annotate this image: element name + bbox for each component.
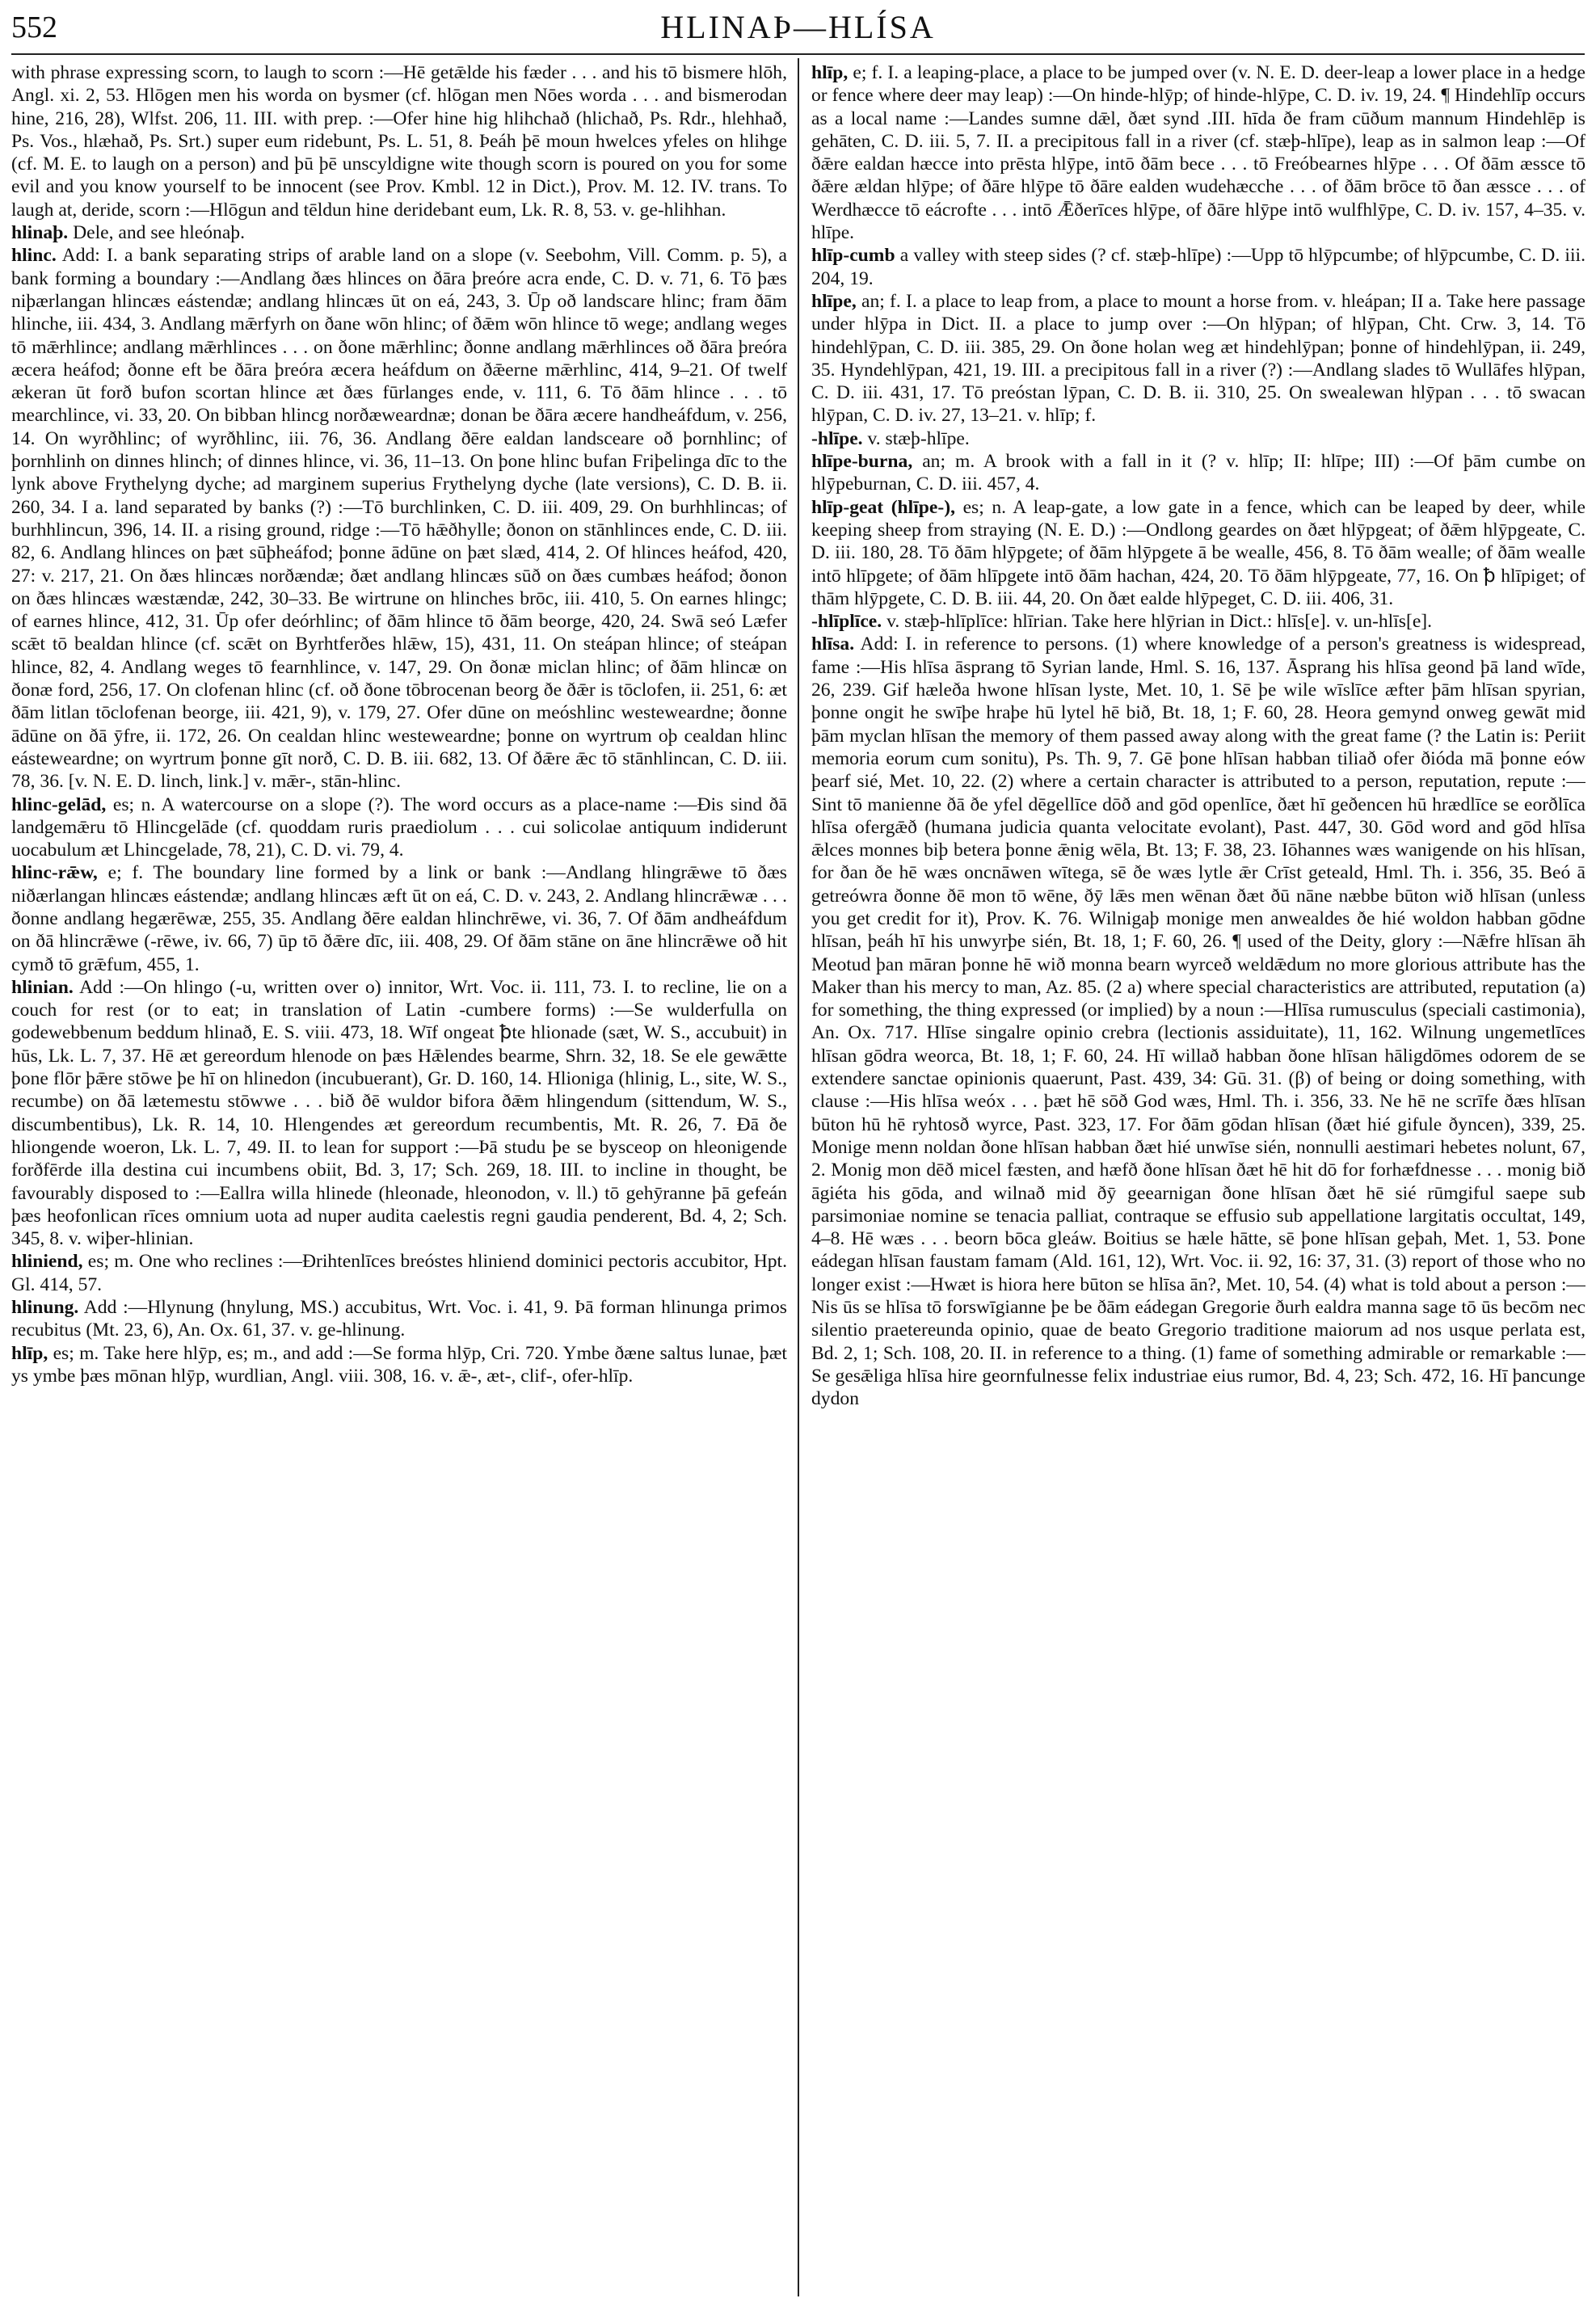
entry-headword: hlinc-gelād, — [11, 793, 107, 815]
entry-definition: v. stæþ-hlīpe. — [867, 427, 970, 449]
entry-definition: Add: I. in reference to persons. (1) where knowledge of a person's greatness is widespread, fame :—His hlīsa āsprang tō Syrian lande, Hml. S. 16, 137. Āsprang his hlīsa geond þā land wīde, 26, 239. Gif hæleða hwone hlīsan lyste, Met. 10, 1. Sē þe wile wīslīce æfter þām hlīsan spyrian, þonne ongit he swīþe hraþe hū lytel hē bið, Bt. 18, 1; F. 60, 28. Heora gemynd onweg gewāt mid þām myclan hlīsan the memory of them passed away along with the great fame (? the Latin is: Periit memoria eorum cum sonitu), Ps. Th. 9, 7. Gē þone hlīsan habban tiliað ofer ðióda mā þonne eów þearf sié, Met. 10, 22. (2) where a certain character is attributed to a person, reputation, repute :—Sint tō manienne ðā ðe yfel dēgellīce dōð and gōd openlīce, ðæt hī geðencen hū hrædlīce se eorðlīca hlīsa ofergǣð (humana judicia quanta velocitate evolant), Past. 447, 30. Gōd word and gōd hlīsa ǣlces monnes biþ betera þonne ǣnig wēla, Bt. 13; F. 38, 23. Iōhannes wæs wanigende on his hlīsan, for ðan ðe hē wæs oncnāwen wītega, sē ðe wæs lytle ǣr Crīst geteald, Hml. Th. i. 356, 35. Beó ā getreówra ðonne ðē mon tō wēne, ðȳ lǣs men wēnan ðæt ðū nāne næbbe būton wið hlīsan (unless you get credit for it), Prov. K. 76. Wilnigaþ monige men anwealdes ðe hié woldon habban gōdne hlīsan, þeáh hī his unwyrþe sién, Bt. 18, 1; F. 60, 26. ¶ used of the Deity, glory :—Nǣfre hlīsan āh Meotud þan māran þonne hē wið monna bearn wyrceð weldǣdum no more glorious attribute has the Maker than his mercy to man, Az. 85. (2 a) where special characteristics are attributed, reputation (a) for something, the thing expressed (or implied) by a noun :—Hlīsa rumusculus (speciali castimonia), An. Ox. 717. Hlīse singalre opinio crebra (lectionis assiduitate), 11, 162. Wilnung ungemetlīces hlīsan gōdra weorca, Bt. 18, 1; F. 60, 24. Hī willað habban ðone hlīsan hāligdōmes odorem de se extendere sanctae opinionis quaerunt, Past. 439, 34: Gū. 31. (β) of being or doing something, with clause :—His hlīsa weóx . . . þæt hē sōð God wæs, Hml. Th. i. 356, 33. Ne hē ne scrīfe ðæs hlīsan būton hū hē ryhtosð wyrce, Past. 323, 17. For ðām gōdan hlīsan (ðæt hié gifule ðyncen), 339, 25. Monige menn noldan ðone hlīsan habban ðæt hié unwīse sién, nonnulli aestimari hebetes nolunt, 67, 2. Monig mon dēð micel fæsten, and hæfð ðone hlīsan ðæt hē hit dō for forhæfdnesse . . . monig bið āgiéta his gōda, and wilnað mid ðȳ geearnigan ðone hlīsan ðæt hē sié rūmgiful saepe sub parsimoniae nomine se tenacia palliat, contraque se effusio sub appellatione largitatis occultat, 149, 4–8. Hē wæs . . . beorn bōca gleáw. Boitius se hæle hātte, sē þone hlīsan geþah, Met. 1, 53. Þone eádegan hlīsan faustam famam (Ald. 161, 12), Wrt. Voc. ii. 92, 16: 37, 31. (3) report of those who no longer exist :—Hwæt is hiora here būton se hlīsa ān?, Met. 10, 54. (4) what is told about a person :—Nis ūs se hlīsa tō forswīgianne þe be ðām eádegan Gregorie ðurh ealdra manna sage tō ūs becōm nec silentio praetereunda opinio, quae de beato Gregorio traditione maiorum ad nos usque perlata est, Bd. 2, 1; Sch. 108, 20. II. in reference to a thing. (1) fame of something admirable or remarkable :—Se gesǣliga hlīsa hire geornfulnesse felix industriae eius rumor, Bd. 4, 23; Sch. 472, 16. Hī þancunge dydon — [811, 634, 1585, 1410]
dictionary-entry — [11, 793, 787, 862]
dictionary-entry — [11, 1342, 787, 1388]
entry-headword: hlinung. — [11, 1297, 79, 1319]
entry-definition: a valley with steep sides (? cf. stæþ-hlīpe) :—Upp tō hlȳpcumbe; of hlȳpcumbe, C. D. iii. 204, 19. — [811, 245, 1585, 289]
entry-definition: v. stæþ-hlīplīce: hlīrian. Take here hlȳrian in Dict.: hlīs[e]. v. un-hlīs[e]. — [886, 611, 1433, 633]
dictionary-entry — [811, 496, 1585, 610]
page-header — [11, 3, 1585, 52]
left-column — [11, 61, 787, 2300]
entry-definition: Add :—Hlynung (hnylung, MS.) accubitus, Wrt. Voc. i. 41, 9. Þā forman hlinunga primos recubitus (Mt. 23, 6), An. Ox. 61, 37. v. ge-hlinung. — [11, 1297, 787, 1341]
dictionary-entry — [11, 861, 787, 975]
entry-definition: es; m. One who reclines :—Ðrihtenlīces breóstes hliniend dominici pectoris accubitor, Hpt. Gl. 414, 57. — [11, 1251, 787, 1295]
column-divider — [798, 58, 799, 2296]
entry-definition: Dele, and see hleónaþ. — [73, 222, 245, 244]
dictionary-entry — [811, 633, 1585, 1410]
entry-headword: hlinian. — [11, 976, 74, 998]
entry-headword: hlinc. — [11, 245, 57, 267]
entry-headword: -hlīplīce. — [811, 611, 882, 633]
entry-headword: hlīp-cumb — [811, 245, 895, 267]
dictionary-entry — [11, 1296, 787, 1342]
entry-headword: hliniend, — [11, 1251, 83, 1273]
right-column — [811, 61, 1585, 2300]
entry-definition: with phrase expressing scorn, to laugh to scorn :—Hē getǣlde his fæder . . . and his tō bismere hlōh, Angl. xi. 2, 53. Hlōgen men his worda on bysmer (cf. hlōgan men Nōes worda . . . and bismerodan hine, 216, 28), Wlfst. 206, 11. III. with prep. :—Ofer hine hig hlihchað (hlichað, Ps. Rdr., hlehhað, Ps. Vos., hlæhað, Ps. Srt.) super eum ridebunt, Ps. L. 51, 8. Þeáh þē moun hwelces yfeles on hlihge (cf. M. E. to laugh on a person) and þū þē unscyldigne wite though scorn is poured on you for some evil and you know yourself to be innocent (see Prov. Kmbl. 12 in Dict.), Prov. M. 12. IV. trans. To laugh at, deride, scorn :—Hlōgun and tēldun hine deridebant eum, Lk. R. 8, 53. v. ge-hlihhan. — [11, 62, 787, 221]
dictionary-entry — [11, 1250, 787, 1296]
entry-headword: hlīp-geat (hlīpe-), — [811, 496, 955, 518]
dictionary-entry — [811, 61, 1585, 244]
entry-definition: e; f. I. a leaping-place, a place to be jumped over (v. N. E. D. deer-leap a lower place in a hedge or fence where deer may leap) :—On hinde-hlȳp; of hinde-hlȳpe, C. D. iv. 19, 24. ¶ Hindehlīp occurs as a local name :—Landes sumne dǣl, ðæt synd .III. hīda ðe fram cūðum mannum Hindehlēp is gehāten, C. D. iii. 5, 7. II. a precipitous fall in a river (cf. stæþ-hlīpe), leap as in salmon leap :—Of ðǣre ealdan hæcce into prēsta hlȳpe, intō ðām bece . . . tō Freóbearnes hlȳpe . . . Of ðām æssce tō ðǣre ældan hlȳpe; of ðāre hlȳpe tō ðāre ealden wudehæcche . . . of ðām brōce tō ðan æssce . . . of Werdhæcce tō eácrofte . . . intō Ǣðerīces hlȳpe, of ðāre hlȳpe intō wulfhlȳpe, C. D. iv. 157, 4–35. v. hlīpe. — [811, 62, 1585, 244]
dictionary-entry — [11, 244, 787, 793]
entry-headword: hlīp, — [11, 1342, 48, 1364]
page-number: 552 — [11, 11, 57, 44]
entry-definition: Add: I. a bank separating strips of arable land on a slope (v. Seebohm, Vill. Comm. p. 5), a bank forming a boundary :—Andlang ðæs hlinces on ðāra þreóre acra ende, C. D. v. 71, 6. Tō þæs niþærlangan hlincæs eástendæ; andlang hlincæs ūt on eá, 243, 3. Ūp oð landscare hlinc; fram ðām hlinche, iii. 434, 3. Andlang mǣrfyrh on ðane wōn hlinc; of ðǣm wōn hlince tō wege; andlang weges tō mǣrhlince; andlang mǣrhlinces . . . on ðone mǣrhlinc; ðonne andlang mǣrhlinces oð ðāra þreóra æcera heáfod; ðonne eft be ðāra þreóra æcera heáfdum on ðǣerne mǣrhlinc, 414, 9–21. Of twelf ækeran ūt forð bufon scortan hlince æt ðæs fūrlanges ende, v. 111, 6. Tō ðām hlince . . . tō mearchlince, vi. 33, 20. On bibban hlincg norðæweardnæ; donan be ðāra æcere handheáfdum, v. 256, 14. On wyrðhlinc; of wyrðhlinc, iii. 76, 36. Andlang ðēre ealdan landsceare oð þornhlinc; of þornhlinh on dinnes hlinch; of dinnes hlince, vi. 36, 11–13. On þone hlinc bufan Friþelinga dīc to the lynk above Frythelyng dyche; ad marginem superius Frythelyng dyche (late versions), C. D. B. ii. 260, 34. I a. land separated by banks (?) :—Tō burchlinken, C. D. iii. 409, 29. On burhhlincas; of burhhlincun, 396, 14. II. a rising ground, ridge :—Tō hǣðhylle; ðonon on stānhlinces ende, C. D. iii. 82, 6. Andlang hlinces on þæt sūþheáfod; þonne ādūne on þæt slæd, 414, 2. Of hlinces heáfod, 420, 27: v. 217, 21. On ðæs hlincæs norðændæ; ðæt andlang hlincæs sūð on ðæs cumbæs heáfod; ðonon on ðæs hlincæs wæstændæ, 242, 30–33. Be wirtrune on hlinches brōc, iii. 410, 5. On earnes hlingc; of earnes hlince, 412, 31. Ūp ofer deórhlinc; of ðām hlince tō ðām beorge, 420, 24. Swā seó Læfer scǣt tō bealdan hlince (cf. scǣt on Byrhtferðes hlǣw, 15), 431, 11. On steápan hlince; of steápan hlince, 82, 4. Andlang weges tō fearnhlince, v. 147, 29. On ðonæ miclan hlinc; of ðām hlincæ on ðonæ ford, 256, 17. On clofenan hlinc (cf. oð ðone tōbrocenan beorg ðe ðǣr is tōclofen, ii. 251, 6: æt ðām litlan tōclofenan beorge, iii. 421, 9), v. 179, 27. Ofer dūne on meóshlinc westeweardne; ðonne ādūne on ðā ȳfre, ii. 172, 26. On cealdan hlinc westeweardne; þonne on wyrtrum oþ cealdan hlinc eásteweardne; on wyrtrum þonne gīt norð, C. D. B. iii. 682, 13. Of ðǣre ǣc tō stānhlincan, C. D. iii. 78, 36. [v. N. E. D. linch, link.] v. mǣr-, stān-hlinc. — [11, 245, 787, 793]
entry-headword: -hlīpe. — [811, 427, 863, 449]
dictionary-entry — [11, 976, 787, 1251]
entry-headword: hlinaþ. — [11, 222, 69, 244]
entry-definition: Add :—On hlingo (-u, written over o) innitor, Wrt. Voc. ii. 111, 73. I. to recline, lie on a couch for rest (or to eat; in translation of Latin -cumbere forms) :—Se wulderfulla on godewebbenum beddum hlinað, E. S. viii. 473, 18. Wīf ongeat ꝥte hlionade (sæt, W. S., accubuit) in hūs, Lk. L. 7, 37. Hē æt gereordum hlenode on þæs Hǣlendes bearme, Shrn. 32, 18. Se ele gewǣtte þone flōr þǣre stōwe þe hī on hlinedon (incubuerant), Gr. D. 160, 14. Hlioniga (hlinig, L., site, W. S., recumbe) on ðā lætemestu stōwwe . . . bið ðē wuldor bifora ðǣm hlingendum (sittendum, W. S., discumbentibus), Lk. R. 14, 10. Hlengendes æt gereordum recumbentis, Mt. R. 26, 7. Ðā ðe hliongende woeron, Lk. L. 7, 49. II. to lean for support :—Þā studu þe se bysceop on hleonigende forðfērde illa destina cui incumbens obiit, Bd. 3, 17; Sch. 269, 18. III. to incline in thought, be favourably disposed to :—Eallra willa hlinede (hleonade, hleonodon, v. ll.) tō gehȳranne þā gefeán þæs heofonlican rīces omnium uota ad nuper audita caelestis regni gaudia penderent, Bd. 4, 2; Sch. 345, 8. v. wiþer-hlinian. — [11, 976, 787, 1250]
dictionary-entry — [811, 427, 1585, 450]
dictionary-entry — [811, 290, 1585, 427]
entry-definition: es; n. A watercourse on a slope (?). The word occurs as a place-name :—Ðis sind ðā landgemǣru tō Hlincgelāde (cf. quoddam ruris praediolum . . . cui solicolae antiquum indiderunt uocabulum æt Lhincgelade, 78, 21), C. D. vi. 79, 4. — [11, 793, 787, 861]
entry-headword: hlīsa. — [811, 634, 855, 655]
dictionary-entry — [11, 61, 787, 221]
entry-definition: an; f. I. a place to leap from, a place to mount a horse from. v. hleápan; II a. Take here passage under hlȳpa in Dict. II. a place to jump over :—On hlȳpan; of hlȳpan, Cht. Crw. 3, 14. Tō hindehlȳpan, C. D. iii. 385, 29. On ðone holan weg æt hindehlȳpan; þonne of hindehlȳpan, ii. 249, 35. Hyndehlȳpan, 421, 19. III. a precipitous fall in a river (?) :—Andlang slades tō Wullāfes hlȳpan, C. D. iii. 431, 17. Tō preóstan lȳpan, C. D. B. ii. 310, 25. On swealewan hlȳpan . . . tō swacan hlȳpan, C. D. iv. 27, 13–21. v. hlīp; f. — [811, 290, 1585, 427]
dictionary-entry — [811, 450, 1585, 496]
entry-headword: hlinc-rǣw, — [11, 862, 98, 884]
entry-definition: es; m. Take here hlȳp, es; m., and add :—Se forma hlȳp, Cri. 720. Ymbe ðæne saltus lunae, þæt ys ymbe þæs mōnan hlȳp, wurdlian, Angl. viii. 308, 16. v. ǣ-, æt-, clif-, ofer-hlīp. — [11, 1342, 787, 1387]
entry-definition: an; m. A brook with a fall in it (? v. hlīp; II: hlīpe; III) :—Of þām cumbe on hlȳpeburnan, C. D. iii. 457, 4. — [811, 451, 1585, 495]
dictionary-entry — [11, 221, 787, 244]
running-title: HLINAÞ—HLÍSA — [660, 9, 936, 45]
entry-definition: es; n. A leap-gate, a low gate in a fence, which can be leaped by deer, while keeping sheep from straying (N. E. D.) :—Ondlong geardes on ðæt hlȳpgeat; of ðǣm hlȳpgeate, C. D. iii. 180, 28. Tō ðām hlȳpgete; of ðām hlȳpgete ā be wealle, 456, 8. Tō ðām wealle; of ðām wealle intō hlīpgete; of ðām hlīpgete intō ðām hachan, 424, 20. Tō ðām hlȳpgeate, 77, 16. On ꝥ hlīpiget; of thām hlȳpgete, C. D. B. iii. 44, 20. On ðæt ealde hlȳpeget, C. D. iii. 406, 31. — [811, 496, 1585, 609]
entry-headword: hlīp, — [811, 62, 849, 83]
entry-headword: hlīpe, — [811, 290, 857, 312]
header-rule — [11, 53, 1585, 55]
dictionary-entry — [811, 244, 1585, 290]
entry-headword: hlīpe-burna, — [811, 451, 913, 473]
dictionary-entry — [811, 610, 1585, 633]
entry-definition: e; f. The boundary line formed by a link or bank :—Andlang hlingrǣwe tō ðæs niðærlangan hlincæs eástendæ; andlang hlincæs æft ūt on eá, C. D. v. 243, 2. Andlang hlincrǣwæ . . . ðonne andlang hegærēwæ, 255, 35. Andlang ðēre ealdan hlinchrēwe, vi. 36, 7. Of ðām andheáfdum on ðā hlincrǣwe (-rēwe, iv. 66, 7) ūp tō ðǣre dīc, iii. 408, 29. Of ðām stāne on āne hlincrǣwe oð hit cymð tō grǣfum, 455, 1. — [11, 862, 787, 975]
